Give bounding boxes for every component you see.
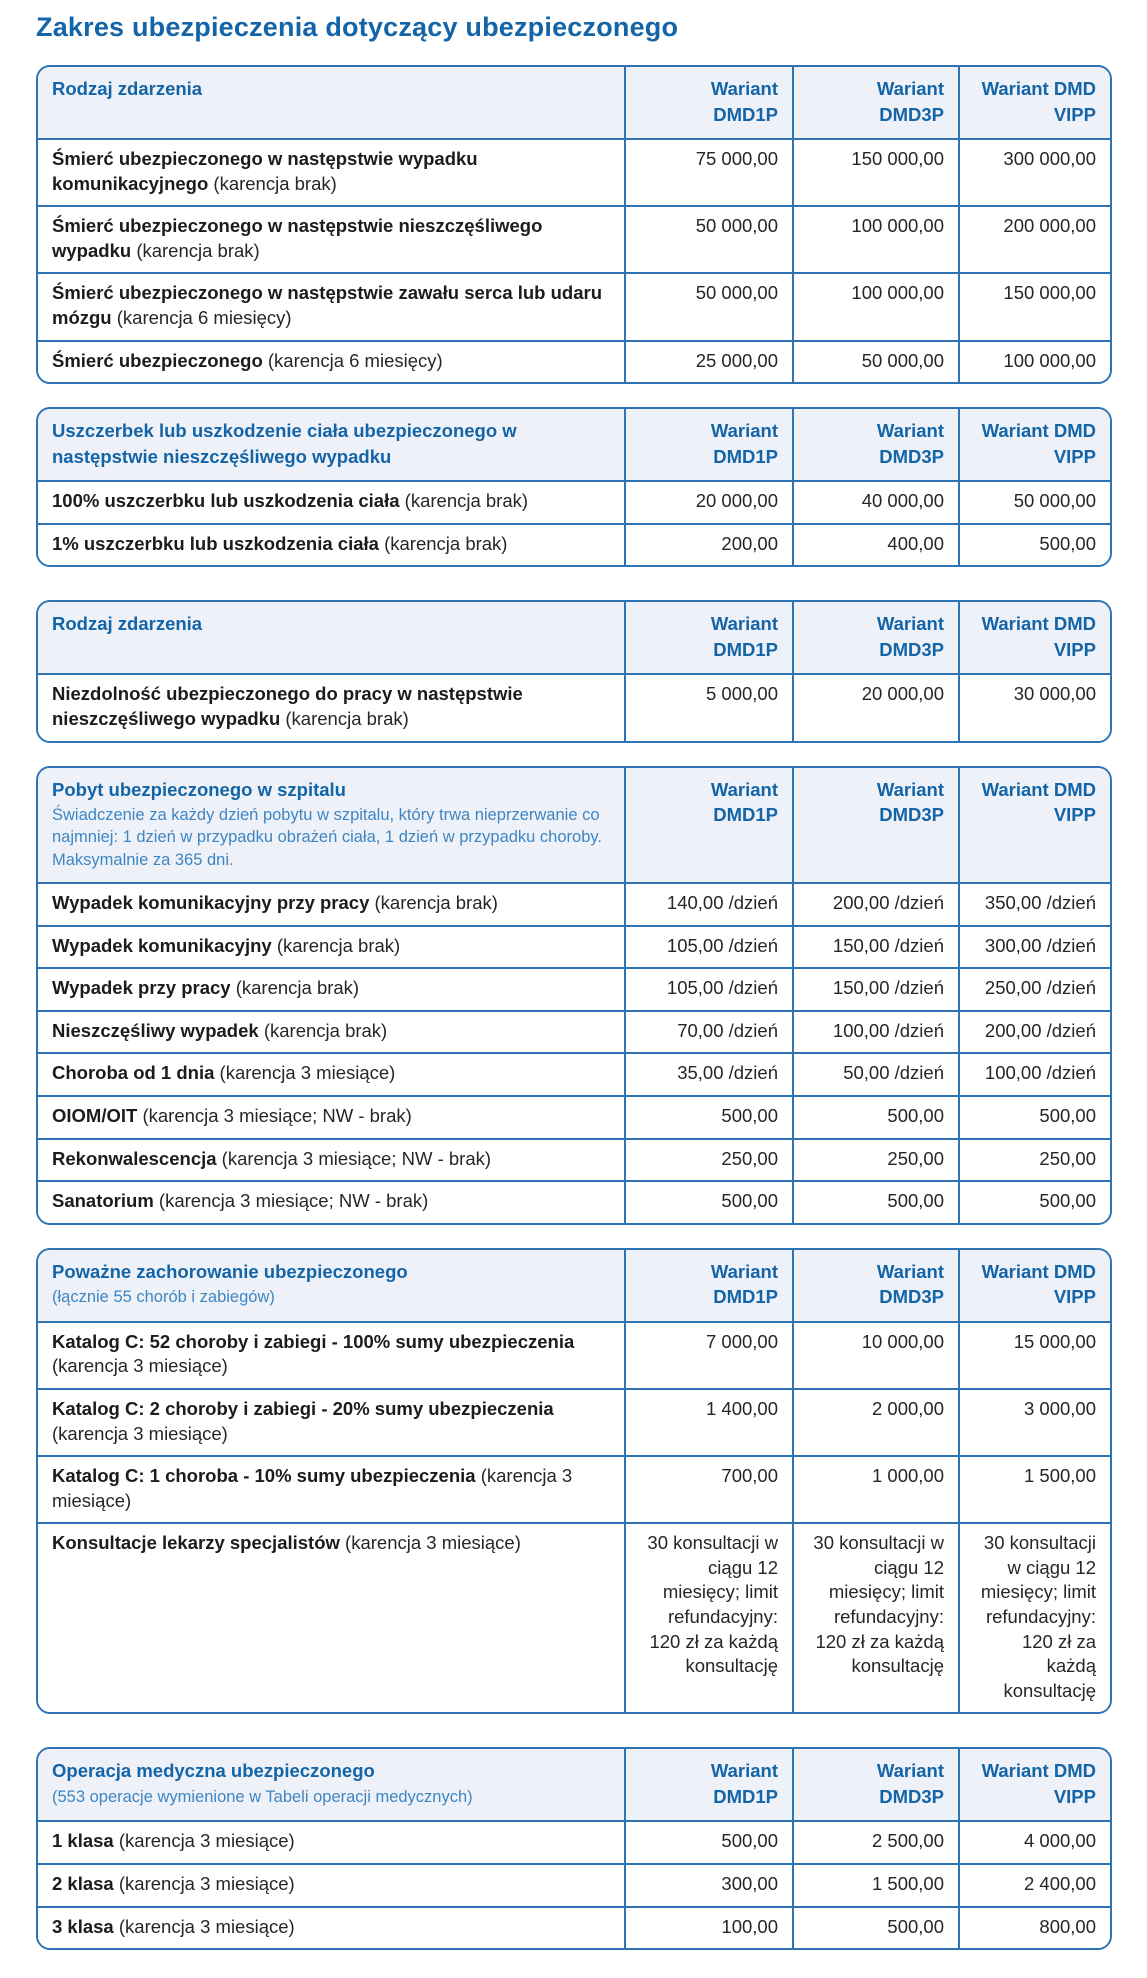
coverage-table-operacja-medyczna	[36, 1747, 1112, 1950]
value-dmd3p: 30 konsultacji w ciągu 12 miesięcy; limit refundacyjny: 120 zł za każdą konsultację	[792, 1522, 958, 1712]
value-dmd3p: 500,00	[792, 1180, 958, 1223]
column-header-variant-dmd3p: Wariant DMD3P	[792, 409, 958, 480]
benefit-label: 100% uszczerbku lub uszkodzenia ciała	[52, 490, 400, 512]
benefit-karencja-note: (karencja 3 miesiące; NW - brak)	[221, 1147, 492, 1169]
column-header-variant-dmd3p: Wariant DMD3P	[792, 602, 958, 673]
value-dmd-vipp: 300 000,00	[958, 138, 1110, 205]
value-dmd1p: 50 000,00	[624, 205, 792, 272]
value-dmd1p: 1 400,00	[624, 1388, 792, 1455]
benefit-label-cell	[38, 925, 624, 968]
table-title: Poważne zachorowanie ubezpieczonego	[52, 1260, 408, 1282]
column-header-variant-dmd1p: Wariant DMD1P	[624, 409, 792, 480]
benefit-label: 3 klasa	[52, 1915, 114, 1937]
value-dmd-vipp: 3 000,00	[958, 1388, 1110, 1455]
column-header-variant-dmd1p: Wariant DMD1P	[624, 1749, 792, 1820]
column-header-variant-dmd3p: Wariant DMD3P	[792, 768, 958, 882]
benefit-label: Rekonwalescencja	[52, 1147, 217, 1169]
value-dmd-vipp: 500,00	[958, 1180, 1110, 1223]
value-dmd1p: 250,00	[624, 1138, 792, 1181]
benefit-karencja-note: (karencja brak)	[384, 532, 508, 554]
table-row	[38, 882, 1110, 925]
benefit-karencja-note: (karencja 3 miesiące)	[219, 1062, 396, 1084]
benefit-label-cell	[38, 1321, 624, 1388]
benefit-label: Konsultacje lekarzy specjalistów	[52, 1532, 340, 1554]
value-dmd1p: 500,00	[624, 1095, 792, 1138]
value-dmd3p: 150 000,00	[792, 138, 958, 205]
table-row	[38, 480, 1110, 523]
benefit-label-cell	[38, 523, 624, 566]
value-dmd3p: 20 000,00	[792, 673, 958, 740]
value-dmd-vipp: 800,00	[958, 1906, 1110, 1949]
table-title: Pobyt ubezpieczonego w szpitalu	[52, 778, 346, 800]
benefit-label-cell	[38, 882, 624, 925]
benefit-label: Niezdolność ubezpieczonego do pracy w następstwie nieszczęśliwego wypadku	[52, 683, 523, 730]
benefit-label: Nieszczęśliwy wypadek	[52, 1019, 259, 1041]
value-dmd1p: 5 000,00	[624, 673, 792, 740]
value-dmd-vipp: 100 000,00	[958, 340, 1110, 383]
value-dmd3p: 10 000,00	[792, 1321, 958, 1388]
table-title-cell	[38, 409, 624, 480]
value-dmd-vipp: 30 000,00	[958, 673, 1110, 740]
value-dmd-vipp: 200 000,00	[958, 205, 1110, 272]
benefit-karencja-note: (karencja 3 miesiące)	[118, 1873, 295, 1895]
benefit-karencja-note: (karencja 3 miesiące)	[118, 1830, 295, 1852]
table-title-cell	[38, 1749, 624, 1820]
table-row	[38, 523, 1110, 566]
benefit-label-cell	[38, 480, 624, 523]
value-dmd3p: 250,00	[792, 1138, 958, 1181]
benefit-karencja-note: (karencja brak)	[374, 891, 498, 913]
benefit-label: Śmierć ubezpieczonego	[52, 349, 263, 371]
value-dmd-vipp: 100,00 /dzień	[958, 1052, 1110, 1095]
value-dmd-vipp: 500,00	[958, 1095, 1110, 1138]
value-dmd1p: 105,00 /dzień	[624, 925, 792, 968]
benefit-karencja-note: (karencja 6 miesięcy)	[267, 349, 443, 371]
benefit-label: Choroba od 1 dnia	[52, 1062, 215, 1084]
value-dmd-vipp: 50 000,00	[958, 480, 1110, 523]
value-dmd3p: 1 000,00	[792, 1455, 958, 1522]
value-dmd-vipp: 4 000,00	[958, 1820, 1110, 1863]
value-dmd-vipp: 500,00	[958, 523, 1110, 566]
value-dmd1p: 7 000,00	[624, 1321, 792, 1388]
benefit-label: Śmierć ubezpieczonego w następstwie zawału serca lub udaru mózgu	[52, 282, 603, 328]
value-dmd3p: 1 500,00	[792, 1863, 958, 1906]
value-dmd-vipp: 2 400,00	[958, 1863, 1110, 1906]
table-subtitle: (łącznie 55 chorób i zabiegów)	[52, 1288, 275, 1307]
table-row	[38, 138, 1110, 205]
value-dmd3p: 50 000,00	[792, 340, 958, 383]
value-dmd3p: 150,00 /dzień	[792, 925, 958, 968]
benefit-karencja-note: (karencja brak)	[276, 934, 401, 956]
benefit-karencja-note: (karencja brak)	[213, 172, 337, 194]
value-dmd1p: 50 000,00	[624, 272, 792, 339]
value-dmd-vipp: 250,00	[958, 1138, 1110, 1181]
table-title-cell	[38, 1250, 624, 1321]
value-dmd1p: 20 000,00	[624, 480, 792, 523]
benefit-label-cell	[38, 673, 624, 740]
benefit-label: Katalog C: 2 choroby i zabiegi - 20% sumy ubezpieczenia	[52, 1397, 554, 1419]
value-dmd3p: 400,00	[792, 523, 958, 566]
benefit-karencja-note: (karencja brak)	[263, 1019, 388, 1041]
column-header-variant-dmd-vipp: Wariant DMD VIPP	[958, 67, 1110, 138]
column-header-variant-dmd-vipp: Wariant DMD VIPP	[958, 602, 1110, 673]
value-dmd3p: 500,00	[792, 1906, 958, 1949]
benefit-label-cell	[38, 1010, 624, 1053]
header-row	[38, 409, 1110, 480]
table-row	[38, 1455, 1110, 1522]
coverage-table-rodzaj-zdarzenia-2	[36, 600, 1112, 742]
benefit-label-cell	[38, 1180, 624, 1223]
value-dmd1p: 75 000,00	[624, 138, 792, 205]
benefit-karencja-note: (karencja 3 miesiące)	[52, 1465, 573, 1511]
table-row	[38, 1522, 1110, 1712]
table-row	[38, 340, 1110, 383]
value-dmd1p: 100,00	[624, 1906, 792, 1949]
value-dmd-vipp: 1 500,00	[958, 1455, 1110, 1522]
value-dmd3p: 500,00	[792, 1095, 958, 1138]
benefit-label-cell	[38, 1863, 624, 1906]
value-dmd1p: 200,00	[624, 523, 792, 566]
value-dmd1p: 30 konsultacji w ciągu 12 miesięcy; limit refundacyjny: 120 zł za każdą konsultację	[624, 1522, 792, 1712]
column-header-variant-dmd1p: Wariant DMD1P	[624, 67, 792, 138]
benefit-label: OIOM/OIT	[52, 1104, 138, 1126]
benefit-label-cell	[38, 205, 624, 272]
column-header-variant-dmd1p: Wariant DMD1P	[624, 768, 792, 882]
benefit-karencja-note: (karencja brak)	[136, 239, 260, 261]
column-header-variant-dmd-vipp: Wariant DMD VIPP	[958, 409, 1110, 480]
table-row	[38, 1095, 1110, 1138]
benefit-label-cell	[38, 967, 624, 1010]
benefit-karencja-note: (karencja brak)	[404, 490, 529, 512]
table-title: Operacja medyczna ubezpieczonego	[52, 1760, 375, 1782]
column-header-variant-dmd3p: Wariant DMD3P	[792, 1250, 958, 1321]
benefit-label-cell	[38, 340, 624, 383]
table-title-cell	[38, 768, 624, 882]
value-dmd3p: 2 000,00	[792, 1388, 958, 1455]
benefit-karencja-note: (karencja 3 miesiące)	[118, 1915, 295, 1937]
benefit-karencja-note: (karencja brak)	[285, 708, 409, 730]
value-dmd1p: 140,00 /dzień	[624, 882, 792, 925]
table-title-cell	[38, 67, 624, 138]
benefit-label-cell	[38, 1906, 624, 1949]
benefit-label-cell	[38, 1052, 624, 1095]
value-dmd-vipp: 250,00 /dzień	[958, 967, 1110, 1010]
header-row	[38, 67, 1110, 138]
benefit-karencja-note: (karencja brak)	[235, 977, 360, 999]
page-title: Zakres ubezpieczenia dotyczący ubezpieczonego	[36, 12, 679, 42]
benefit-label: Śmierć ubezpieczonego w następstwie wypadku komunikacyjnego	[52, 148, 478, 194]
benefit-karencja-note: (karencja 6 miesięcy)	[116, 307, 292, 328]
benefit-label-cell	[38, 1138, 624, 1181]
value-dmd3p: 100 000,00	[792, 205, 958, 272]
benefit-karencja-note: (karencja 3 miesiące)	[345, 1532, 521, 1554]
header-row	[38, 768, 1110, 882]
table-title: Uszczerbek lub uszkodzenie ciała ubezpieczonego w następstwie nieszczęśliwego wypadku	[52, 420, 517, 467]
column-header-variant-dmd3p: Wariant DMD3P	[792, 1749, 958, 1820]
value-dmd-vipp: 350,00 /dzień	[958, 882, 1110, 925]
header-row	[38, 1250, 1110, 1321]
value-dmd3p: 100,00 /dzień	[792, 1010, 958, 1053]
value-dmd1p: 500,00	[624, 1820, 792, 1863]
table-title-cell	[38, 602, 624, 673]
value-dmd1p: 25 000,00	[624, 340, 792, 383]
benefit-label: Wypadek przy pracy	[52, 977, 231, 999]
table-title: Rodzaj zdarzenia	[52, 78, 203, 99]
column-header-variant-dmd-vipp: Wariant DMD VIPP	[958, 1749, 1110, 1820]
table-subtitle: Świadczenie za każdy dzień pobytu w szpitalu, który trwa nieprzerwanie co najmniej: 1 dzień w przypadku obrażeń ciała, 1 dzień w przypadku choroby. Maksymalnie za 365 dni.	[52, 806, 602, 869]
value-dmd-vipp: 300,00 /dzień	[958, 925, 1110, 968]
benefit-label-cell	[38, 1388, 624, 1455]
benefit-label: 1 klasa	[52, 1830, 114, 1852]
table-row	[38, 205, 1110, 272]
table-row	[38, 1388, 1110, 1455]
value-dmd-vipp: 200,00 /dzień	[958, 1010, 1110, 1053]
table-row	[38, 272, 1110, 339]
column-header-variant-dmd-vipp: Wariant DMD VIPP	[958, 1250, 1110, 1321]
value-dmd3p: 2 500,00	[792, 1820, 958, 1863]
benefit-label: Śmierć ubezpieczonego w następstwie nieszczęśliwego wypadku	[52, 215, 543, 261]
benefit-label: Wypadek komunikacyjny przy pracy	[52, 891, 370, 913]
coverage-table-rodzaj-zdarzenia-1	[36, 65, 1112, 384]
benefit-label-cell	[38, 138, 624, 205]
benefit-label-cell	[38, 1522, 624, 1712]
table-title: Rodzaj zdarzenia	[52, 613, 203, 635]
benefit-karencja-note: (karencja 3 miesiące)	[52, 1422, 228, 1444]
coverage-table-powazne-zachorowanie	[36, 1248, 1112, 1715]
value-dmd3p: 200,00 /dzień	[792, 882, 958, 925]
table-row	[38, 1321, 1110, 1388]
coverage-table-uszczerbek	[36, 407, 1112, 567]
value-dmd1p: 700,00	[624, 1455, 792, 1522]
benefit-label: Wypadek komunikacyjny	[52, 934, 272, 956]
header-row	[38, 602, 1110, 673]
benefit-label: 1% uszczerbku lub uszkodzenia ciała	[52, 532, 379, 554]
value-dmd1p: 35,00 /dzień	[624, 1052, 792, 1095]
benefit-label: Katalog C: 52 choroby i zabiegi - 100% sumy ubezpieczenia	[52, 1330, 575, 1352]
table-row	[38, 967, 1110, 1010]
benefit-karencja-note: (karencja 3 miesiące; NW - brak)	[142, 1104, 412, 1126]
table-row	[38, 1820, 1110, 1863]
value-dmd3p: 50,00 /dzień	[792, 1052, 958, 1095]
benefit-label: Sanatorium	[52, 1190, 154, 1212]
column-header-variant-dmd1p: Wariant DMD1P	[624, 1250, 792, 1321]
header-row	[38, 1749, 1110, 1820]
benefit-label-cell	[38, 1820, 624, 1863]
table-row	[38, 1052, 1110, 1095]
table-row	[38, 1010, 1110, 1053]
value-dmd1p: 300,00	[624, 1863, 792, 1906]
table-row	[38, 1138, 1110, 1181]
table-row	[38, 1906, 1110, 1949]
table-row	[38, 1863, 1110, 1906]
coverage-table-pobyt-w-szpitalu	[36, 766, 1112, 1225]
value-dmd1p: 500,00	[624, 1180, 792, 1223]
column-header-variant-dmd3p: Wariant DMD3P	[792, 67, 958, 138]
benefit-label: 2 klasa	[52, 1873, 114, 1895]
benefit-label-cell	[38, 1455, 624, 1522]
value-dmd3p: 100 000,00	[792, 272, 958, 339]
value-dmd3p: 40 000,00	[792, 480, 958, 523]
value-dmd1p: 105,00 /dzień	[624, 967, 792, 1010]
table-subtitle: (553 operacje wymienione w Tabeli operacji medycznych)	[52, 1787, 473, 1806]
value-dmd3p: 150,00 /dzień	[792, 967, 958, 1010]
value-dmd-vipp: 150 000,00	[958, 272, 1110, 339]
value-dmd-vipp: 30 konsultacji w ciągu 12 miesięcy; limit refundacyjny: 120 zł za każdą konsultację	[958, 1522, 1110, 1712]
benefit-label-cell	[38, 272, 624, 339]
value-dmd-vipp: 15 000,00	[958, 1321, 1110, 1388]
benefit-karencja-note: (karencja 3 miesiące; NW - brak)	[158, 1190, 429, 1212]
benefit-label: Katalog C: 1 choroba - 10% sumy ubezpieczenia	[52, 1465, 476, 1487]
column-header-variant-dmd-vipp: Wariant DMD VIPP	[958, 768, 1110, 882]
table-row	[38, 673, 1110, 740]
table-row	[38, 925, 1110, 968]
value-dmd1p: 70,00 /dzień	[624, 1010, 792, 1053]
column-header-variant-dmd1p: Wariant DMD1P	[624, 602, 792, 673]
table-row	[38, 1180, 1110, 1223]
benefit-karencja-note: (karencja 3 miesiące)	[52, 1355, 228, 1377]
benefit-label-cell	[38, 1095, 624, 1138]
